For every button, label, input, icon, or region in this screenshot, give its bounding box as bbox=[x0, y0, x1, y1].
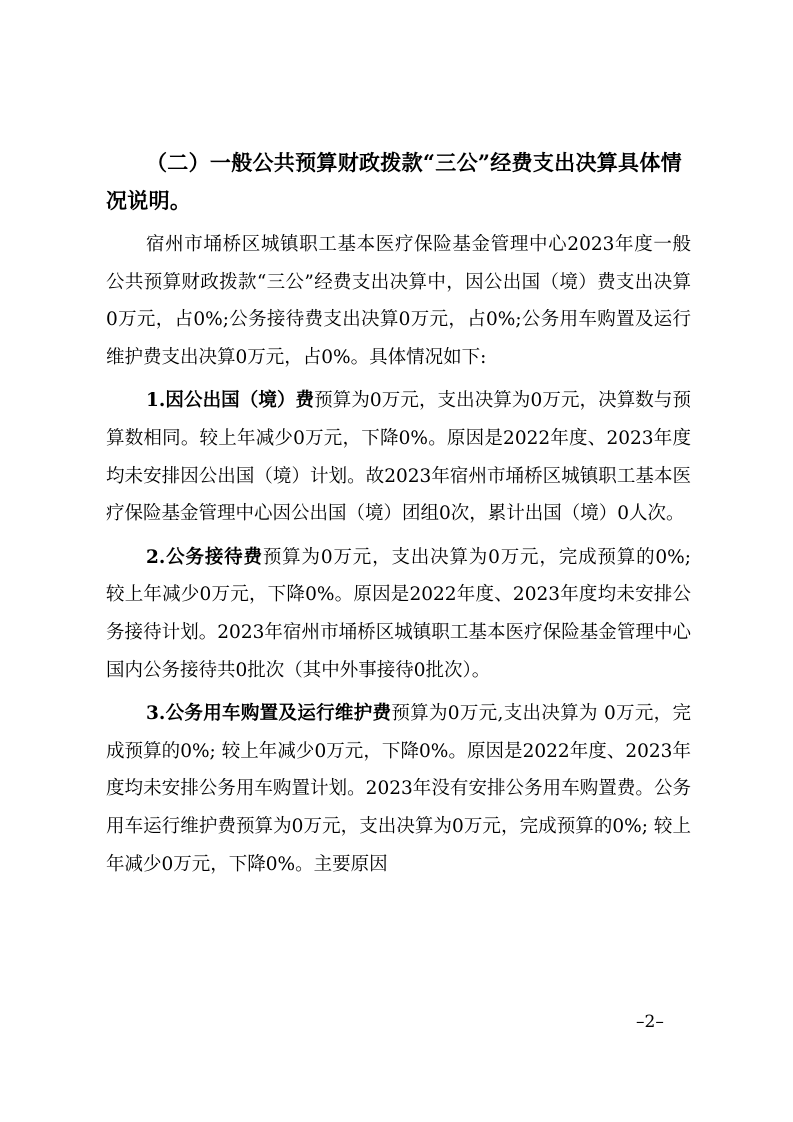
item-title: 2.公务接待费 bbox=[146, 546, 263, 568]
section-heading: （二）一般公共预算财政拨款“三公”经费支出决算具体情况说明。 bbox=[106, 150, 682, 213]
item-title: 1.因公出国（境）费 bbox=[146, 390, 315, 412]
page-number: –2– bbox=[636, 1012, 664, 1032]
item-paragraph-vehicles bbox=[106, 695, 691, 883]
item-paragraph-travel-abroad bbox=[106, 382, 691, 532]
item-body: 预算为0万元,支出决算为 0万元，完成预算的0%; 较上年减少0万元，下降0%。原因是2022年度、2023年度均未安排公务用车购置计划。2023年没有安排公务用车购置费。公务用车运行维护费预算为0万元，支出决算为0万元，完成预算的0%; 较上年减少0万元，下降0%。主要原因 bbox=[106, 703, 691, 875]
intro-paragraph: 宿州市埇桥区城镇职工基本医疗保险基金管理中心2023年度一般公共预算财政拨款“三公”经费支出决算中，因公出国（境）费支出决算0万元，占0%;公务接待费支出决算0万元，占0%;公务用车购置及运行维护费支出决算0万元，占0%。具体情况如下: bbox=[106, 234, 691, 368]
item-body: 预算为0万元，支出决算为0万元，完成预算的0%; 较上年减少0万元，下降0%。原因是2022年度、2023年度均未安排公务接待计划。2023年宿州市埇桥区城镇职工基本医疗保险基金管理中心国内公务接待共0批次（其中外事接待0批次）。 bbox=[106, 546, 691, 681]
item-paragraph-reception bbox=[106, 539, 691, 689]
item-body: 预算为0万元，支出决算为0万元，决算数与预算数相同。较上年减少0万元，下降0%。原因是2022年度、2023年度均未安排因公出国（境）计划。故2023年宿州市埇桥区城镇职工基本医疗保险基金管理中心因公出国（境）团组0次，累计出国（境）0人次。 bbox=[106, 390, 691, 525]
item-title: 3.公务用车购置及运行维护费 bbox=[146, 703, 392, 725]
document-body bbox=[106, 144, 691, 889]
